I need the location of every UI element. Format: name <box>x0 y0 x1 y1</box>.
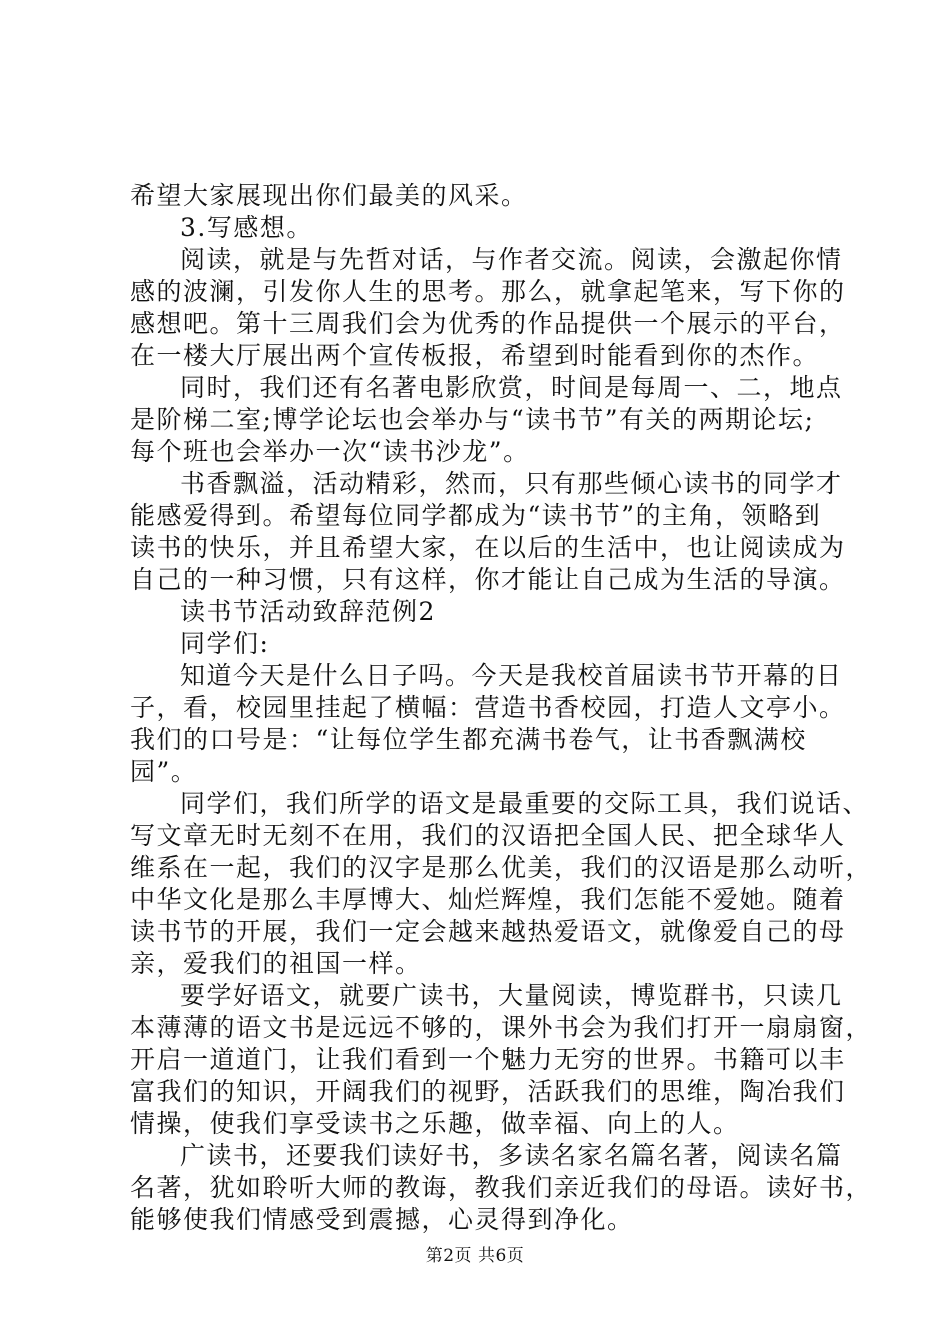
text-line: 情操，使我们享受读书之乐趣，做幸福、向上的人。 <box>130 1109 740 1138</box>
salutation: 同学们: <box>180 629 270 658</box>
section-heading: 3.写感想。 <box>180 213 313 242</box>
text-line: 希望大家展现出你们最美的风采。 <box>130 181 528 210</box>
text-line: 是阶梯二室;博学论坛也会举办与“读书节”有关的两期论坛; <box>130 405 815 434</box>
text-line: 广读书，还要我们读好书，多读名家名篇名著，阅读名篇 <box>180 1141 843 1170</box>
text-line: 每个班也会举办一次“读书沙龙”。 <box>130 437 530 466</box>
section-title: 读书节活动致辞范例2 <box>180 597 436 626</box>
text-line: 能感爱得到。希望每位同学都成为“读书节”的主角，领略到 <box>130 501 822 530</box>
text-line: 知道今天是什么日子吗。今天是我校首届读书节开幕的日 <box>180 661 843 690</box>
text-line: 自己的一种习惯，只有这样，你才能让自己成为生活的导演。 <box>130 565 846 594</box>
text-line: 亲，爱我们的祖国一样。 <box>130 949 422 978</box>
text-line: 子，看，校园里挂起了横幅：营造书香校园，打造人文亭小。 <box>130 693 846 722</box>
text-line: 书香飘溢，活动精彩，然而，只有那些倾心读书的同学才 <box>180 469 843 498</box>
text-line: 我们的口号是：“让每位学生都充满书卷气，让书香飘满校 <box>130 725 807 754</box>
text-line: 本薄薄的语文书是远远不够的，课外书会为我们打开一扇扇窗， <box>130 1013 873 1042</box>
text-line: 写文章无时无刻不在用，我们的汉语把全国人民、把全球华人 <box>130 821 846 850</box>
text-line: 富我们的知识，开阔我们的视野，活跃我们的思维，陶冶我们 <box>130 1077 846 1106</box>
text-line: 感想吧。第十三周我们会为优秀的作品提供一个展示的平台， <box>130 309 846 338</box>
page-number-footer: 第2页 共6页 <box>425 1246 525 1266</box>
text-line: 要学好语文，就要广读书，大量阅读，博览群书，只读几 <box>180 981 843 1010</box>
text-line: 名著，犹如聆听大师的教诲，教我们亲近我们的母语。读好书， <box>130 1173 873 1202</box>
text-line: 园”。 <box>130 757 198 786</box>
text-line: 同时，我们还有名著电影欣赏，时间是每周一、二，地点 <box>180 373 843 402</box>
text-line: 阅读，就是与先哲对话，与作者交流。阅读，会激起你情 <box>180 245 843 274</box>
text-line: 能够使我们情感受到震撼，心灵得到净化。 <box>130 1205 634 1234</box>
text-line: 同学们，我们所学的语文是最重要的交际工具，我们说话、 <box>180 789 870 818</box>
text-line: 在一楼大厅展出两个宣传板报，希望到时能看到你的杰作。 <box>130 341 820 370</box>
text-line: 读书的快乐，并且希望大家，在以后的生活中，也让阅读成为 <box>130 533 846 562</box>
text-line: 中华文化是那么丰厚博大、灿烂辉煌，我们怎能不爱她。随着 <box>130 885 846 914</box>
text-line: 感的波澜，引发你人生的思考。那么，就拿起笔来，写下你的 <box>130 277 846 306</box>
text-line: 开启一道道门，让我们看到一个魅力无穷的世界。书籍可以丰 <box>130 1045 846 1074</box>
text-line: 维系在一起，我们的汉字是那么优美，我们的汉语是那么动听， <box>130 853 873 882</box>
text-line: 读书节的开展，我们一定会越来越热爱语文，就像爱自己的母 <box>130 917 846 946</box>
